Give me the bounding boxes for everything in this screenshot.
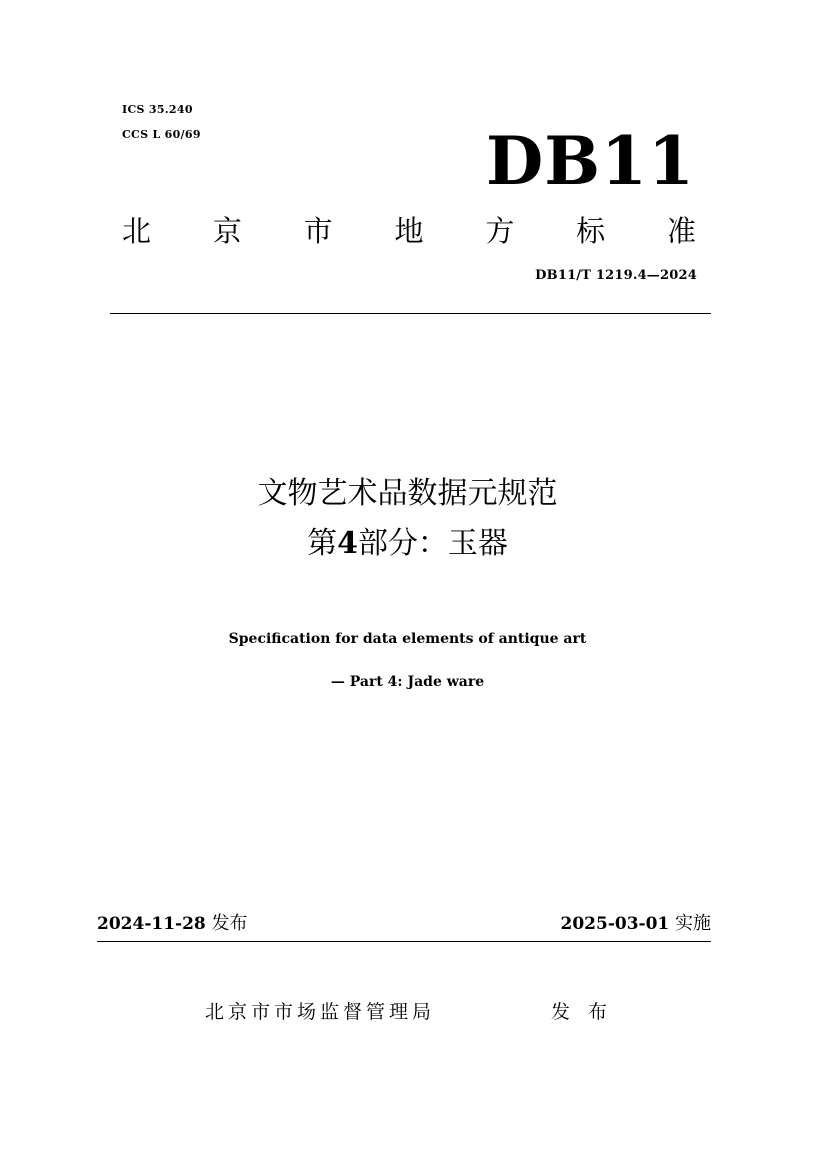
standard-type-char: 准	[666, 214, 696, 248]
standard-type-heading	[122, 216, 696, 248]
standard-type-char: 市	[303, 214, 333, 248]
issue-label: 发布	[211, 913, 248, 934]
standard-type-char: 京	[212, 214, 242, 248]
implement-date: 2025-03-01	[560, 914, 670, 934]
date-divider	[97, 941, 711, 942]
title-chinese-line1: 文物艺术品数据元规范	[257, 476, 558, 511]
standard-type-char: 标	[576, 214, 606, 248]
standard-type-char: 方	[485, 214, 515, 248]
standard-code: DB11/T 1219.4—2024	[535, 268, 697, 283]
title-part-suffix: 部分：玉器	[357, 526, 508, 561]
title-part-prefix: 第	[307, 526, 338, 561]
header-divider	[110, 313, 711, 314]
implement-date-block	[561, 909, 711, 935]
implement-label: 实施	[675, 913, 711, 934]
ccs-code: CCS L 60/69	[122, 128, 201, 141]
issue-date-block	[97, 909, 247, 935]
standard-type-char: 地	[394, 214, 424, 248]
title-chinese-line2	[0, 526, 815, 562]
title-english-line1: Specification for data elements of antique art	[228, 631, 587, 647]
ics-code: ICS 35.240	[122, 103, 193, 116]
standard-type-char: 北	[122, 214, 152, 248]
db-standard-mark: DB11	[486, 122, 695, 200]
issuing-action: 发布	[551, 1001, 626, 1023]
title-english-line2: — Part 4: Jade ware	[330, 674, 485, 690]
issue-date: 2024-11-28	[97, 914, 206, 934]
issuing-authority: 北京市市场监督管理局	[205, 1001, 436, 1023]
title-part-number: 4	[337, 526, 358, 561]
